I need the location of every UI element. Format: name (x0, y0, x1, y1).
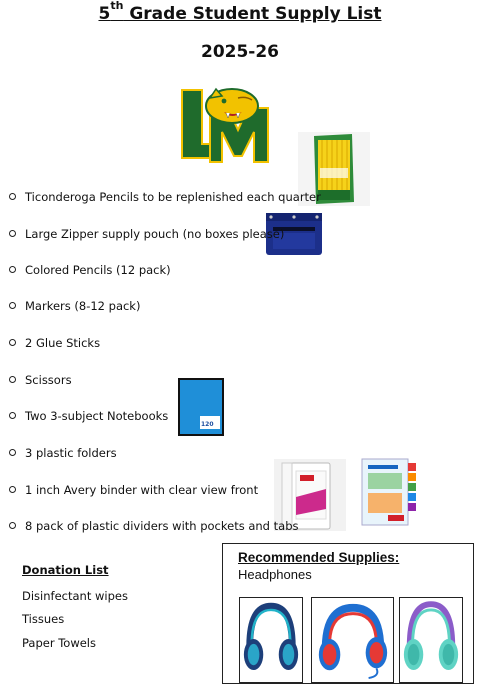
grade-number: 5 (98, 3, 111, 24)
supply-item: 1 inch Avery binder with clear view front (9, 483, 258, 497)
bullet-icon (9, 339, 16, 346)
bullet-icon (9, 193, 16, 200)
supply-item: Markers (8-12 pack) (9, 299, 140, 313)
supply-item: 3 plastic folders (9, 446, 117, 460)
supply-item: 8 pack of plastic dividers with pockets and tabs (9, 519, 299, 533)
supply-item: Ticonderoga Pencils to be replenished each quarter (9, 190, 321, 204)
svg-text:120: 120 (201, 421, 214, 428)
notebook-icon (178, 378, 224, 436)
headphones-blue-red-icon (311, 597, 394, 683)
headphones-teal-icon (239, 597, 303, 683)
supply-item: Large Zipper supply pouch (no boxes please) (9, 227, 284, 241)
donation-heading: Donation List (22, 563, 109, 577)
bullet-icon (9, 376, 16, 383)
school-year: 2025-26 (200, 42, 280, 62)
grade-suffix: th (110, 0, 124, 12)
donation-item: Paper Towels (22, 636, 96, 650)
dividers-icon (358, 457, 422, 529)
bullet-icon (9, 266, 16, 273)
supply-item: Colored Pencils (12 pack) (9, 263, 171, 277)
donation-item: Tissues (22, 612, 65, 626)
recommended-subtitle: Headphones (238, 567, 312, 582)
bullet-icon (9, 412, 16, 419)
supply-item: 2 Glue Sticks (9, 336, 100, 350)
bullet-icon (9, 486, 16, 493)
bullet-icon (9, 522, 16, 529)
supply-item: Scissors (9, 373, 72, 387)
bullet-icon (9, 230, 16, 237)
supply-item: Two 3-subject Notebooks (9, 409, 168, 423)
recommended-title: Recommended Supplies: (238, 550, 400, 565)
lm-panther-logo (180, 86, 275, 166)
recommended-supplies-box (222, 543, 474, 684)
title-text: Grade Student Supply List (123, 3, 382, 24)
page-title (0, 2, 480, 24)
headphones-mint-icon (399, 597, 463, 683)
bullet-icon (9, 302, 16, 309)
bullet-icon (9, 449, 16, 456)
donation-item: Disinfectant wipes (22, 589, 128, 603)
